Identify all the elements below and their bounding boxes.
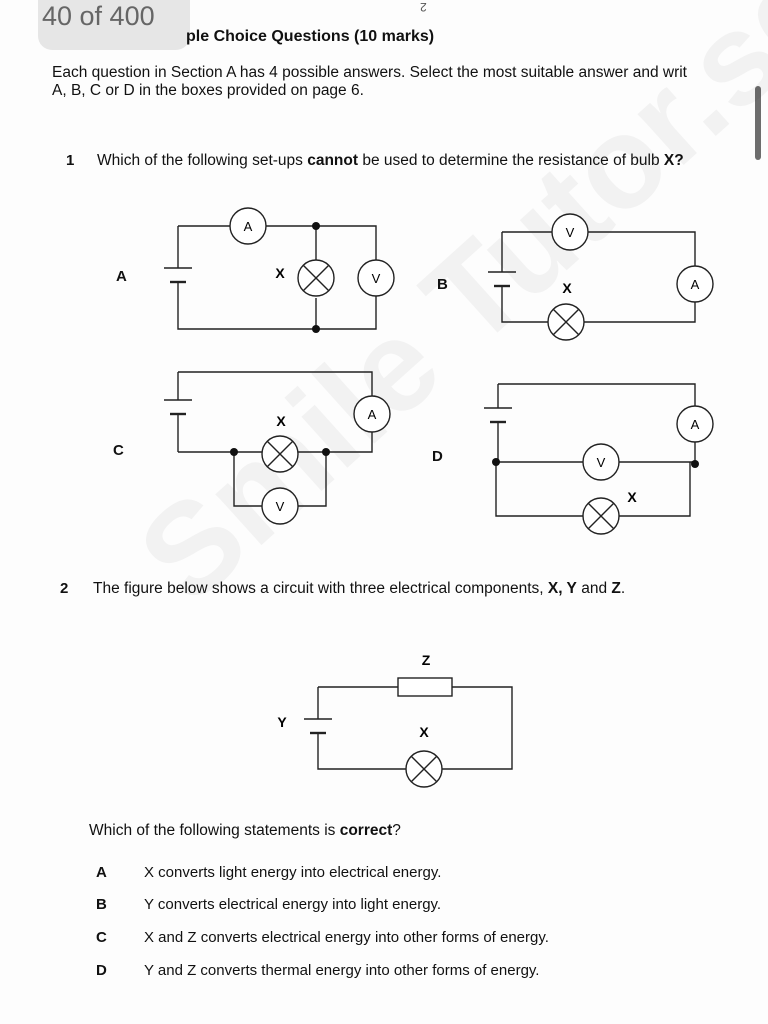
q1-bulb: X	[663, 152, 675, 169]
instructions-line-2: A, B, C or D in the boxes provided on page 6.	[52, 82, 364, 99]
page-number-mark: 2	[420, 0, 427, 14]
circuit-b-bulb-label: X	[562, 280, 572, 296]
section-title: ple Choice Questions (10 marks)	[186, 28, 435, 45]
q1-text-before: Which of the following set-ups	[97, 152, 308, 169]
circuit-c-diagram	[160, 366, 400, 526]
circuit-c-voltmeter-label: V	[275, 499, 285, 514]
circuit-a-diagram	[160, 200, 400, 335]
q2-prompt-bold: correct	[339, 822, 393, 839]
circuit-d-diagram	[480, 378, 725, 538]
question-2-number: 2	[60, 580, 69, 597]
q2-prompt-before: Which of the following statements is	[89, 822, 340, 839]
q1-option-a-letter: A	[116, 268, 127, 285]
q2-choice-c-text: X and Z converts electrical energy into other forms of energy.	[144, 929, 549, 946]
circuit-q2-cell-label: Y	[277, 714, 287, 730]
q1-text-bold: cannot	[307, 152, 359, 169]
page-counter-badge: 40 of 400	[38, 0, 190, 50]
q2-choice-d-text: Y and Z converts thermal energy into other forms of energy.	[144, 962, 540, 979]
circuit-b-ammeter-label: A	[690, 277, 700, 292]
q2-components: X, Y	[547, 580, 577, 597]
q1-option-c-letter: C	[113, 442, 124, 459]
q2-prompt-after: ?	[392, 822, 401, 839]
circuit-a-ammeter-label: A	[243, 219, 253, 234]
q2-choice-a-text: X converts light energy into electrical energy.	[144, 864, 442, 881]
q2-period: .	[620, 580, 626, 597]
q2-choice-c-letter: C	[96, 929, 107, 946]
question-1-text	[97, 152, 684, 170]
question-1-number: 1	[66, 152, 75, 169]
circuit-a-bulb-label: X	[275, 265, 285, 281]
circuit-b-diagram	[482, 210, 722, 340]
instructions	[52, 64, 764, 100]
circuit-q2-bulb-label: X	[419, 724, 429, 740]
question-2-prompt	[89, 822, 401, 840]
circuit-q2-resistor-label: Z	[421, 652, 431, 668]
circuit-q2-diagram	[268, 645, 528, 795]
scrollbar-thumb[interactable]	[755, 86, 761, 160]
q2-and: and	[576, 580, 612, 597]
question-2-text	[93, 580, 625, 598]
circuit-c-ammeter-label: A	[367, 407, 377, 422]
instructions-line-1: Each question in Section A has 4 possible answers. Select the most suitable answer and writ	[52, 64, 687, 81]
q2-text: The figure below shows a circuit with three electrical components,	[93, 580, 548, 597]
q2-choice-a-letter: A	[96, 864, 107, 881]
q2-choice-b-text: Y converts electrical energy into light energy.	[144, 896, 442, 913]
circuit-d-bulb-label: X	[627, 489, 637, 505]
circuit-b-voltmeter-label: V	[565, 225, 575, 240]
circuit-a-voltmeter-label: V	[371, 271, 381, 286]
circuit-d-voltmeter-label: V	[596, 455, 606, 470]
q1-option-b-letter: B	[437, 276, 448, 293]
q2-z: Z	[611, 580, 621, 597]
q1-question-mark: ?	[674, 152, 684, 169]
circuit-c-bulb-label: X	[276, 413, 286, 429]
q1-option-d-letter: D	[432, 448, 443, 465]
circuit-d-ammeter-label: A	[690, 417, 700, 432]
q2-choice-d-letter: D	[96, 962, 107, 979]
q2-choice-b-letter: B	[96, 896, 107, 913]
q1-text-after: be used to determine the resistance of bulb	[358, 152, 664, 169]
